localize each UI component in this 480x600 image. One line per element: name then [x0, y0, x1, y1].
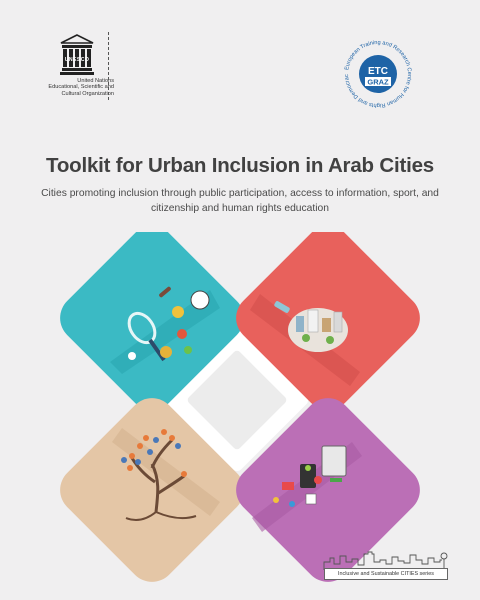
unesco-caption-line: United Nations [77, 78, 114, 84]
cover-illustration [60, 232, 420, 582]
logo-divider [108, 32, 109, 100]
unesco-caption-line: Educational, Scientific and [48, 84, 114, 91]
etc-arc-text: European Training and Research Centre for Human Rights and Democrac [343, 39, 413, 109]
document-subtitle: Cities promoting inclusion through public participation, access to information, sport, and citizenship and human rights education [41, 188, 439, 214]
unesco-wordmark: UNESCO [64, 57, 90, 63]
unesco-caption-line: Cultural Organization [61, 90, 114, 97]
etc-graz-logo [340, 36, 416, 112]
etc-badge-top: ETC [368, 66, 388, 77]
document-title: Toolkit for Urban Inclusion in Arab Cities [46, 154, 434, 177]
series-badge [322, 548, 450, 584]
unesco-temple-icon [60, 34, 94, 76]
unesco-caption [42, 78, 114, 97]
unesco-logo [42, 34, 114, 102]
etc-badge-bottom: GRAZ [367, 77, 389, 87]
skyline-icon [322, 548, 450, 570]
series-label: Inclusive and Sustainable CITIES series [324, 568, 448, 580]
